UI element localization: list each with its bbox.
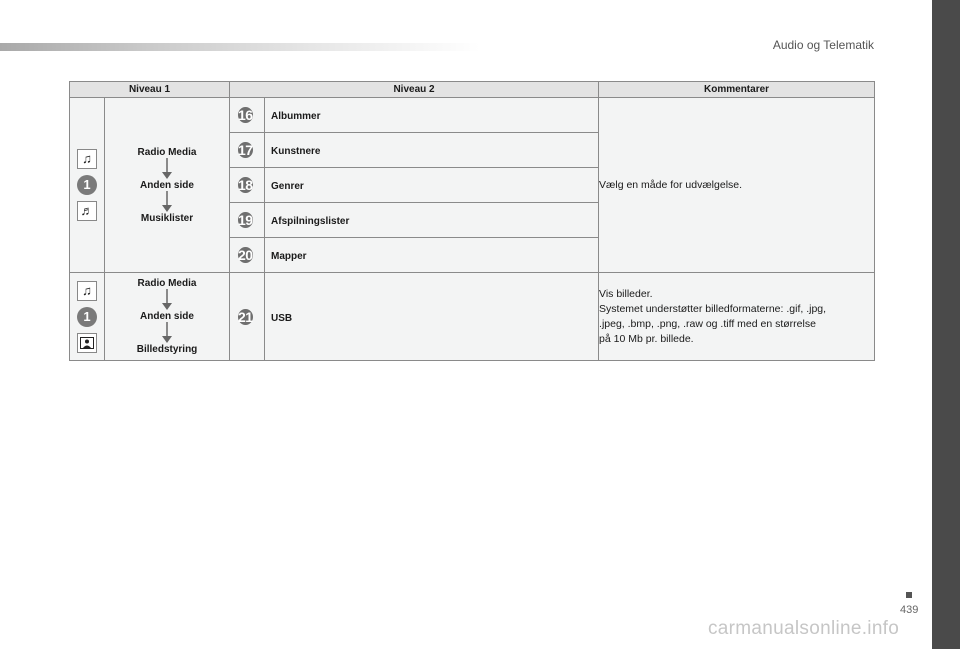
- level2-badge-cell: [230, 238, 265, 273]
- level2-badge-cell: [230, 168, 265, 203]
- level1-nav-cell: [105, 273, 230, 361]
- level2-label: USB: [271, 312, 293, 324]
- level2-badge-cell: [230, 203, 265, 238]
- nav-anden-side: Anden side: [140, 311, 194, 322]
- level1-nav-cell: [105, 98, 230, 273]
- level2-number-badge: 17: [238, 142, 253, 158]
- comment-line: .jpeg, .bmp, .png, .raw og .tiff med en størrelse: [599, 317, 816, 330]
- level2-label: Albummer: [271, 111, 321, 122]
- level2-label-cell: [265, 203, 599, 238]
- level2-badge-cell: [230, 133, 265, 168]
- comment-line: Systemet understøtter billedformaterne: .gif, .jpg,: [599, 302, 827, 315]
- level2-number-badge: 18: [238, 177, 253, 193]
- right-sidebar-band: [932, 0, 960, 649]
- level2-number-badge: 19: [238, 212, 253, 228]
- table-row: [70, 98, 875, 133]
- page-number: 439: [900, 604, 919, 616]
- page-marker: [906, 592, 912, 598]
- level2-label: Kunstnere: [271, 146, 321, 157]
- level-number-badge: 1: [77, 307, 97, 327]
- comment-cell: Vælg en måde for udvælgelse.: [599, 98, 875, 273]
- image-icon: [77, 333, 97, 353]
- level2-badge-cell: [230, 273, 265, 361]
- level2-label: Genrer: [271, 181, 304, 192]
- nav-radio-media: Radio Media: [137, 278, 197, 289]
- nav-radio-media: Radio Media: [137, 146, 197, 158]
- down-arrow-icon: [161, 289, 173, 311]
- music-list-icon: ♬: [77, 201, 97, 221]
- comment-cell: [599, 273, 875, 361]
- level-number-badge: 1: [77, 175, 97, 195]
- music-note-icon: ♫: [77, 149, 97, 169]
- comment-line: Vis billeder.: [599, 287, 653, 300]
- music-note-icon: ♫: [77, 281, 97, 301]
- level2-label-cell: [265, 273, 599, 361]
- watermark: carmanualsonline.info: [708, 618, 900, 639]
- down-arrow-icon: [161, 191, 173, 213]
- level2-number-badge: 21: [238, 308, 253, 325]
- level2-number-badge: 16: [238, 107, 253, 123]
- down-arrow-icon: [161, 322, 173, 344]
- level2-number-badge: 20: [238, 247, 253, 263]
- comment-line: på 10 Mb pr. billede.: [599, 332, 694, 345]
- level1-icons-cell: [70, 98, 105, 273]
- level2-label: Mapper: [271, 251, 307, 262]
- nav-musiklister: Musiklister: [140, 212, 194, 224]
- col-header-kommentarer: Kommentarer: [599, 82, 875, 98]
- level2-label: Afspilningslister: [271, 216, 350, 227]
- down-arrow-icon: [161, 158, 173, 180]
- level2-label-cell: [265, 168, 599, 203]
- level2-label-cell: [265, 238, 599, 273]
- table-header-row: [70, 82, 875, 98]
- col-header-niveau-2: Niveau 2: [230, 82, 599, 98]
- header-gradient-bar: [0, 43, 480, 51]
- level1-icons-cell: [70, 273, 105, 361]
- nav-anden-side: Anden side: [140, 179, 194, 191]
- section-title: Audio og Telematik: [772, 38, 874, 52]
- nav-billedstyring: Billedstyring: [136, 344, 198, 355]
- menu-table: [69, 81, 875, 361]
- level2-label-cell: [265, 133, 599, 168]
- table-row: [70, 273, 875, 361]
- level2-badge-cell: [230, 98, 265, 133]
- level2-label-cell: [265, 98, 599, 133]
- col-header-niveau-1: Niveau 1: [70, 82, 230, 98]
